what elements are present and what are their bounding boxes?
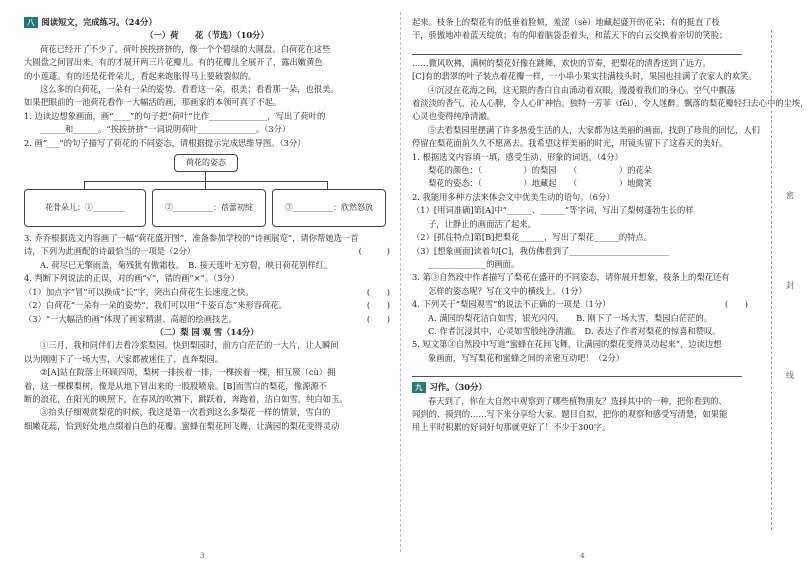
section-8-number: 八 <box>24 17 38 28</box>
section-9-title: 习作。（30分） <box>429 382 487 393</box>
passage2-line: 细嫩花蕊，恰到好处地点缀着白色的花瓣。蜜蜂在梨花间飞舞，让满园的梨花变得灵动 <box>24 420 340 431</box>
question-3: 3. 乔乔根据选文内容画了一幅“荷花盛开图”，准备参加学校的“诗画展览”，请你帮她选一首 <box>24 233 359 244</box>
question-3-cont <box>24 245 390 258</box>
passage2-line: ①三月，我和同伴们去看冷浆梨园。快到梨园时，前方白茫茫的一大片，让人瞬间 <box>40 340 339 351</box>
mind-map-connector <box>205 171 206 181</box>
question-1[interactable]: 1. 边读边想象画面，画“____”的句子把“荷叶”比作______________，写出了荷叶的 <box>24 110 326 121</box>
passage2-line: 起来。枝条上的梨花有的低垂着脸颊，羞涩（sè）地藏起盛开的花朵；有的挺直了枝 <box>412 17 720 27</box>
question-4-item <box>24 299 390 312</box>
seal-label: 密 <box>786 191 794 200</box>
passage1-line: 的小莲蓬。有的还是花骨朵儿，看起来饱胀得马上要破裂似的。 <box>24 70 257 81</box>
section-9-number: 九 <box>412 382 426 393</box>
passage1-line: 如果把眼前的一池荷花看作一大幅活的画，那画家的本领可真了不起。 <box>24 97 282 108</box>
right-question-2: 2. 我能用多种方法来体会文中优美生动的语句。（6分） <box>412 191 615 202</box>
passage1-line: 这么多的白荷花，一朵有一朵的姿势。看看这一朵，很美；看看那一朵，也很美。 <box>40 84 339 95</box>
passage2-line: ……微风吹拂，满树的梨花好像在跳舞，欢快的节奏，把梨花的清香送到了远方。 <box>412 57 711 68</box>
passage2-line: 断的浪花，在阳光的映照下，在春风的吹拂下，跳跃着，奔跑着，洁白如雪，纯白如玉。 <box>24 393 348 404</box>
mind-map-branch-3[interactable]: ③__________：欣然怒放 <box>272 189 386 227</box>
right-question-4-text: 4. 下列关于“梨园观雪”的说法不正确的一项是（1分） <box>412 299 611 310</box>
right-question-3-cont: 怎样的姿态呢？写在文中的横线上。（1分） <box>428 285 587 296</box>
question-4-text: （1）加点字“冒”可以换成“长”字，突出白荷花生长速度之快。 <box>24 286 254 297</box>
right-q1-row[interactable]: 梨花的姿态：（ ）地藏起 （ ）地微笑 <box>428 178 653 189</box>
right-question-4 <box>412 298 748 311</box>
page-number-left: 3 <box>200 551 205 560</box>
seal-label: 封 <box>786 281 794 290</box>
answer-paren[interactable]: ( ) <box>366 313 390 324</box>
question-4-text: （3）“一大幅活的画”体现了画家精湛、高超的绘画技艺。 <box>24 313 237 324</box>
passage1-title: （一）荷 花（节选）（10分） <box>145 30 269 41</box>
essay-prompt: 用上平时积累的好词好句那就更好了！不少于300字。 <box>412 422 611 433</box>
section-8-heading <box>24 16 390 29</box>
section-9-heading <box>412 381 748 394</box>
right-q2-item: 子，让静止的画面活了起来。 <box>428 218 536 229</box>
passage2-line: 干，骄傲地冲着蓝天绽放；有的仰着脑袋歪着头，和蓝天下的白云交换着亲切的笑脸； <box>412 30 728 41</box>
mind-map <box>24 150 390 232</box>
right-q4-option[interactable]: A. 满园的梨花洁白如雪，银光闪闪。 B. 刚下了一场大雪，梨园白茫茫的。 <box>428 312 712 323</box>
right-q2-item[interactable]: ______________的画面。 <box>428 258 520 269</box>
question-4-text: （2）白荷花“一朵有一朵的姿势”，我们可以用“千姿百态”来形容荷花。 <box>24 300 287 311</box>
answer-line[interactable] <box>412 365 742 377</box>
right-page <box>400 0 808 566</box>
passage2-line: 以为刚刚下了一场大雪，大家都被迷住了，直奔梨园。 <box>24 353 224 364</box>
mind-map-connector <box>84 181 85 189</box>
answer-paren[interactable]: ( ) <box>724 299 748 310</box>
right-question-5: 5. 短文第③自然段中写道“蜜蜂在花间飞舞，让满园的梨花变得灵动起来”，边读边想 <box>412 339 722 350</box>
right-q4-option[interactable]: C. 作者沉浸其中，心灵如雪般纯净清澈。 D. 表达了作者对梨花的惊喜和赞叹。 <box>428 325 721 336</box>
passage2-line: ⑤去看梨园里摆满了许多热爱生活的人，大家都为这美丽的画面，找到了珍贵的回忆，人们 <box>428 124 760 135</box>
seal-line <box>771 30 772 530</box>
passage2-line: ②[A]站在院落上环顾四周，梨树一排挨着一排，一棵挨着一棵，相互簇（cù）拥 <box>40 367 336 378</box>
passage2-line: ④沉浸在花海之间，这无限的香白自由涌动着双眼，漫漫着我们的身心。空气中飘荡 <box>428 84 735 95</box>
right-q1-row[interactable]: 梨花的颜色：（ ）的梨园 （ ）的花朵 <box>428 165 653 176</box>
right-q2-item[interactable]: （2）[抓住特点]第[B]把梨花______，写出了梨花______的特点。 <box>412 232 653 243</box>
question-2: 2. 画“___”的句子描写了荷花的不同姿态，请根据提示完成思维导图。（3分） <box>24 137 306 148</box>
mind-map-root: 荷花的姿态 <box>174 154 238 172</box>
mind-map-connector <box>327 181 328 189</box>
passage2-title: （二）梨 园 观 雪（14分） <box>155 326 259 337</box>
left-page <box>0 0 400 566</box>
right-q2-item[interactable]: （1）[用词准确]第[A]中“______、______”等字词，写出了梨树蓬勃生长的样 <box>412 205 694 216</box>
right-question-1: 1. 根据选文内容填一填，感受生动、形象的词语。（4分） <box>412 151 623 162</box>
answer-paren[interactable]: ( ) <box>366 300 390 311</box>
right-question-3: 3. 第③自然段中作者描写了梨花在盛开的不同姿态，请你展开想象，枝条上的梨花还有 <box>412 272 730 283</box>
mind-map-branch-2[interactable]: ②__________：蓓蕾初绽 <box>152 189 266 227</box>
seal-label: 线 <box>786 371 794 380</box>
passage2-line: 着，这一棵棵梨树，像是从地下冒出来的一股股喷泉。[B]而雪白的梨花，像源源不 <box>24 380 327 391</box>
question-4-item <box>24 286 390 299</box>
answer-line[interactable] <box>412 43 742 55</box>
right-question-5-cont: 象画面，写写梨花和蜜蜂之间的亲密互动吧！（2分） <box>428 352 625 363</box>
question-4-item <box>24 313 390 326</box>
passage1-line: 荷花已经开了不少了。荷叶挨挨挤挤的，像一个个碧绿的大圆盘。白荷花在这些 <box>40 43 331 54</box>
answer-paren[interactable]: ( ) <box>358 246 390 257</box>
essay-prompt: 春天到了，你在大自然中观察到了哪些植物朋友？选择其中的一种，把你看到的、 <box>428 395 727 406</box>
passage2-line: [C]有的翡翠的叶子装点着花瓣一样，一小串小果实挂满枝头时，果园也挂满了农家人的欢笑。 <box>412 71 757 82</box>
answer-paren[interactable]: ( ) <box>366 286 390 297</box>
passage2-line: 心灵也变得纯净清澈。 <box>412 111 495 122</box>
question-1-cont[interactable]: ______和______。“挨挨挤挤”一词说明荷叶______________。（3分） <box>40 124 291 135</box>
section-8-title: 阅读短文，完成练习。（24分） <box>41 17 157 27</box>
passage2-line: 着淡淡的香气，沁人心脾，令人心旷神怡。独特一芳菲（fēi），令人迷醉。飘落的梨花瓣轻扫去心中的尘埃， <box>412 98 808 109</box>
right-q2-item[interactable]: （3）[想象画面]读着句[C]，我仿佛看到了________________________ <box>412 245 669 256</box>
passage1-line: 大圆盘之间冒出来。有的才展开两三片花瓣儿。有的花瓣儿全展开了，露出嫩黄色 <box>24 57 323 68</box>
question-3-options[interactable]: A. 荷尽已无擎雨盖，菊残犹有傲霜枝。 B. 接天莲叶无穷碧，映日荷花别样红。 <box>40 259 333 270</box>
page-number-right: 4 <box>580 551 585 560</box>
essay-prompt: 闻到的、摸到的……写下来分享给大家。题目自拟，把你的观察和感受写清楚，如果能 <box>412 408 728 419</box>
mind-map-connector <box>205 181 206 189</box>
mind-map-branch-1[interactable]: 花骨朵儿：①________ <box>24 189 146 227</box>
passage2-line: 停留在梨花面前久久不愿离去。我希望这样美丽的时光，用镜头留下了这春天的美好。 <box>412 138 728 149</box>
question-3-stem: 诗，下列为此画配的诗最恰当的一项是（2分） <box>24 246 196 257</box>
question-4: 4. 判断下列说法的正误，对的画“√”，错的画“×”。（3分） <box>24 273 240 284</box>
passage2-line: ③抬头仔细观赏梨花的时候，我这是第一次看到这么多梨花一样的情景，雪白的 <box>40 407 331 418</box>
